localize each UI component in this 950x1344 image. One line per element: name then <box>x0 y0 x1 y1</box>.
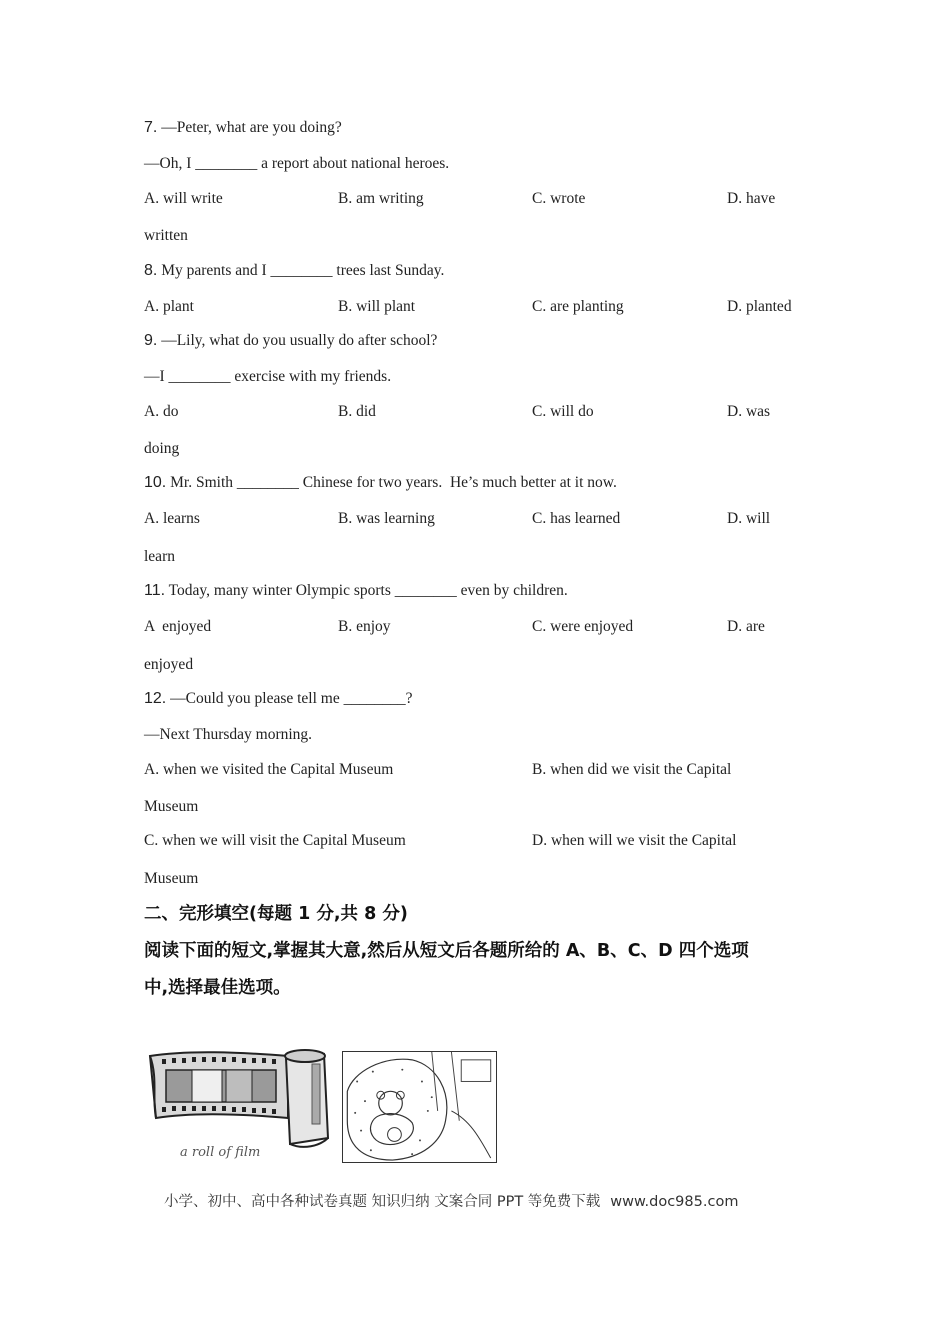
footer-text: 小学、初中、高中各种试卷真题 知识归纳 文案合同 PPT 等免费下载 <box>164 1194 601 1210</box>
question-number: 9. <box>144 332 158 349</box>
option-d: D. planted <box>727 298 792 315</box>
option-b: B. did <box>338 403 376 420</box>
question-number: 11. <box>144 582 166 599</box>
option-d: D. have <box>727 190 776 207</box>
option-a: A. when we visited the Capital Museum <box>144 761 394 778</box>
footer-url[interactable]: www.doc985.com <box>610 1194 739 1210</box>
option-b: B. am writing <box>338 190 424 207</box>
option-b: B. was learning <box>338 510 435 527</box>
option-a: A. plant <box>144 298 194 315</box>
question-number: 7. <box>144 119 158 136</box>
section-instruction-cont: 中,选择最佳选项。 <box>144 978 291 998</box>
question-9-response: —I ________ exercise with my friends. <box>144 368 392 385</box>
option-c: C. has learned <box>532 510 621 527</box>
option-a: A. learns <box>144 510 200 527</box>
option-d-wrap: Museum <box>144 870 199 887</box>
question-12-response: —Next Thursday morning. <box>144 726 313 743</box>
option-d: D. when will we visit the Capital <box>532 832 737 849</box>
option-d: D. will <box>727 510 771 527</box>
option-b-wrap: Museum <box>144 798 199 815</box>
question-12-stem: 12. —Could you please tell me ________? <box>144 690 413 707</box>
footer <box>164 1190 738 1211</box>
option-d-wrap: doing <box>144 440 180 457</box>
option-c: C. when we will visit the Capital Museum <box>144 832 406 849</box>
question-7-response: —Oh, I ________ a report about national heroes. <box>144 155 450 172</box>
option-d-wrap: enjoyed <box>144 656 194 673</box>
question-8-stem: 8. My parents and I ________ trees last Sunday. <box>144 262 445 279</box>
question-number: 10. <box>144 474 167 491</box>
question-7-stem: 7. —Peter, what are you doing? <box>144 119 342 136</box>
option-c: C. are planting <box>532 298 624 315</box>
option-a: A. will write <box>144 190 223 207</box>
question-10-stem: 10. Mr. Smith ________ Chinese for two years. He’s much better at it now. <box>144 474 617 491</box>
option-c: C. were enjoyed <box>532 618 634 635</box>
option-d-wrap: written <box>144 227 188 244</box>
question-9-stem: 9. —Lily, what do you usually do after school? <box>144 332 438 349</box>
option-c: C. will do <box>532 403 594 420</box>
question-number: 8. <box>144 262 158 279</box>
option-d: D. are <box>727 618 765 635</box>
option-a: A. do <box>144 403 179 420</box>
question-11-stem: 11. Today, many winter Olympic sports ________ even by children. <box>144 582 568 599</box>
film-roll-image <box>148 1048 338 1164</box>
option-a: A enjoyed <box>144 618 212 635</box>
option-b: B. enjoy <box>338 618 391 635</box>
film-caption: a roll of film <box>180 1145 261 1160</box>
option-b: B. when did we visit the Capital <box>532 761 732 778</box>
option-b: B. will plant <box>338 298 416 315</box>
option-d: D. was <box>727 403 771 420</box>
option-d-wrap: learn <box>144 548 175 565</box>
option-c: C. wrote <box>532 190 586 207</box>
question-number: 12. <box>144 690 167 707</box>
section-heading: 二、完形填空(每题 1 分,共 8 分) <box>144 904 408 924</box>
section-instruction: 阅读下面的短文,掌握其大意,然后从短文后各题所给的 A、B、C、D 四个选项 <box>144 941 749 961</box>
sleeping-bear-illustration <box>342 1051 497 1163</box>
